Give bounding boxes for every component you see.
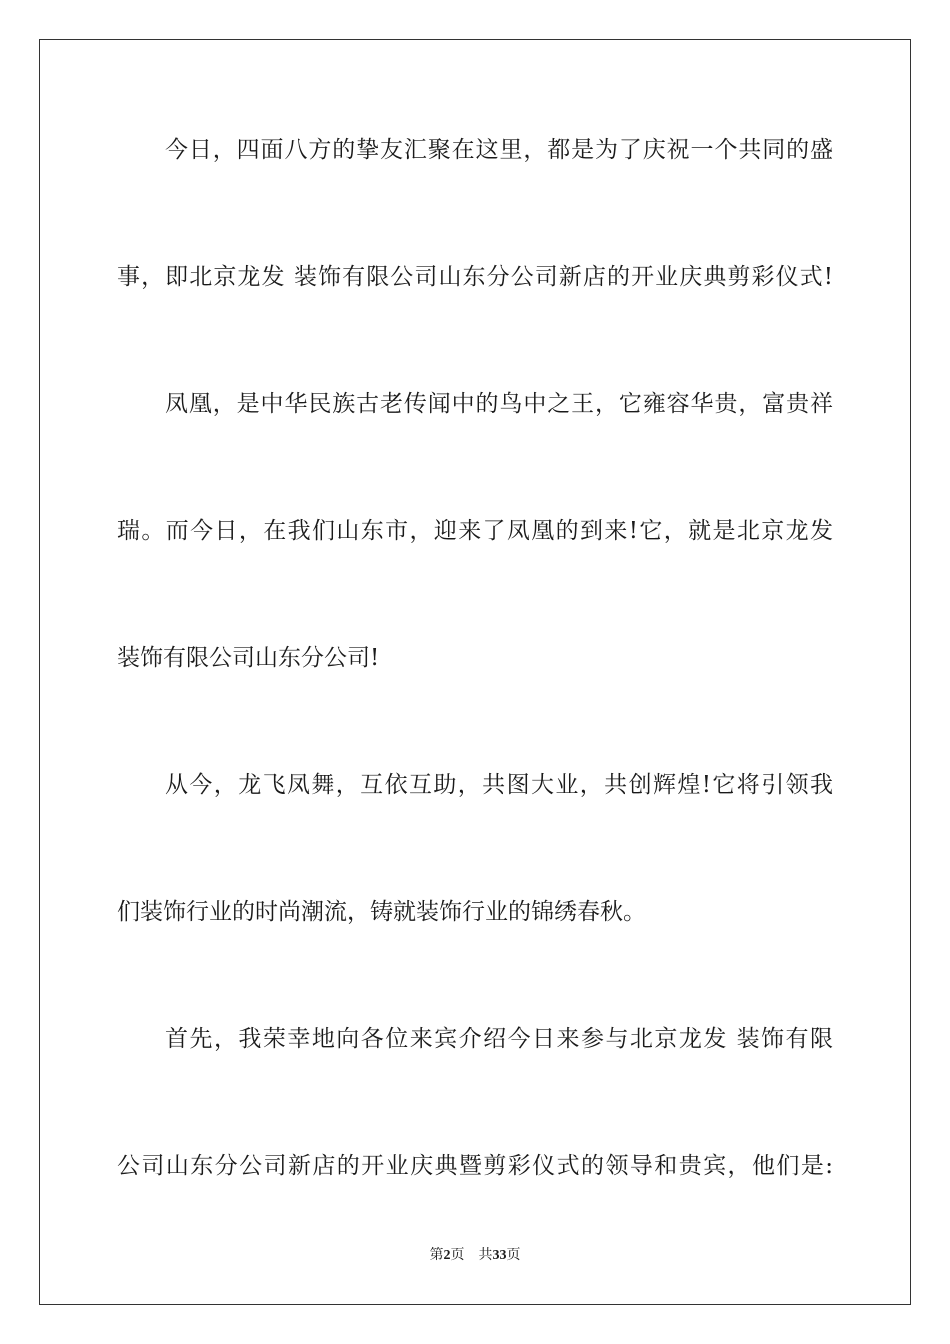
paragraph-2-line-1: 凤凰，是中华民族古老传闻中的鸟中之王，它雍容华贵，富贵祥 <box>165 391 833 417</box>
paragraph-3-line-1: 从今，龙飞凤舞，互依互助，共图大业，共创辉煌!它将引领我 <box>165 772 833 798</box>
page-footer <box>0 1247 950 1265</box>
paragraph-2-line-2: 瑞。而今日，在我们山东市，迎来了凤凰的到来!它，就是北京龙发 <box>117 518 833 544</box>
paragraph-2-line-3: 装饰有限公司山东分公司! <box>117 645 380 671</box>
page-prefix: 第 <box>429 1248 444 1263</box>
paragraph-4-line-1: 首先，我荣幸地向各位来宾介绍今日来参与北京龙发 装饰有限 <box>165 1026 833 1052</box>
paragraph-4-line-2: 公司山东分公司新店的开业庆典暨剪彩仪式的领导和贵宾，他们是: <box>117 1153 833 1179</box>
paragraph-1-line-1: 今日，四面八方的挚友汇聚在这里，都是为了庆祝一个共同的盛 <box>165 137 833 163</box>
total-pages: 33 <box>492 1248 507 1263</box>
page-number: 2 <box>443 1248 451 1263</box>
paragraph-3-line-2: 们装饰行业的时尚潮流，铸就装饰行业的锦绣春秋。 <box>117 899 646 925</box>
total-suffix: 页 <box>506 1248 521 1263</box>
page-suffix: 页 <box>450 1248 465 1263</box>
paragraph-1-line-2: 事，即北京龙发 装饰有限公司山东分公司新店的开业庆典剪彩仪式! <box>117 264 833 290</box>
total-prefix: 共 <box>478 1248 493 1263</box>
